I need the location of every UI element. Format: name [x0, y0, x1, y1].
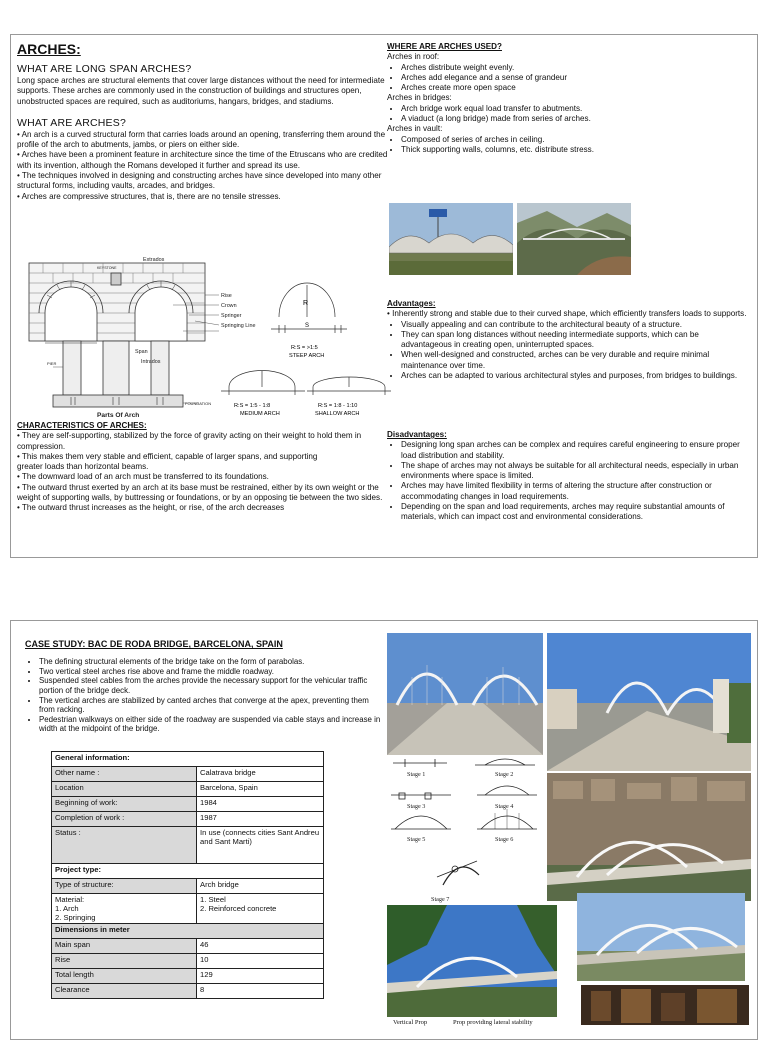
stage-label: Stage 1: [407, 771, 426, 778]
cell-key: Location: [52, 782, 197, 797]
case-study-sheet: [10, 620, 758, 1040]
what-are-item: • An arch is a curved structural form that carries loads around an opening, transferring them around the profile of the arch to abutments, jambs, or piers on either side.: [17, 129, 386, 150]
what-are-arches-heading: WHAT ARE ARCHES?: [17, 116, 127, 129]
table-row: [52, 812, 324, 827]
bridge-deck-photo: [387, 633, 543, 755]
case-study-item: • Suspended steel cables from the arches provide the necessary support for the vehicular traffic portion of the bridge deck.: [39, 676, 383, 695]
general-info-table: [51, 751, 324, 999]
steep-r-label: R: [303, 300, 309, 307]
advantages-item: • Arches can be adapted to various architectural styles and purposes, from bridges to buildings.: [401, 371, 751, 381]
cell-key: Main span: [52, 939, 197, 954]
table-row: [52, 954, 324, 969]
medium-arch-diagram: [221, 371, 305, 395]
material-value-cell: [197, 894, 324, 924]
advantages-block: [387, 299, 751, 381]
table-row: [52, 894, 324, 924]
material-sub: 2. Springing: [55, 913, 96, 922]
characteristics-heading: CHARACTERISTICS OF ARCHES:: [17, 421, 147, 430]
arches-sheet: [10, 34, 758, 558]
what-are-item: • Arches have been a prominent feature in architecture since the time of the Etruscans who are credited with its invention, although the Romans developed it further and spread its use.: [17, 150, 388, 170]
table-row: [52, 767, 324, 782]
section-dimensions: Dimensions in meter: [52, 924, 324, 939]
roof-label: Arches in roof:: [387, 52, 440, 62]
label-rise: Rise: [221, 293, 232, 299]
stage-label: Stage 6: [495, 836, 514, 843]
cell-value: Arch bridge: [197, 879, 324, 894]
where-used-heading: WHERE ARE ARCHES USED?: [387, 42, 502, 51]
cell-key: Beginning of work:: [52, 797, 197, 812]
label-springing-line: Springing Line: [221, 323, 256, 329]
bridge-side-photo: [577, 893, 745, 981]
cell-value: 8: [197, 984, 324, 999]
disadvantages-item: • Depending on the span and load requirements, arches may require substantial amounts of materials, which can impact cost and environmental considerations.: [401, 502, 753, 523]
cell-key: Status :: [52, 827, 197, 864]
what-are-item: • The techniques involved in designing and constructing arches have since developed into many other structural forms, including vaults, arcades, and bridges.: [17, 171, 382, 191]
table-row: [52, 797, 324, 812]
cell-value: 46: [197, 939, 324, 954]
table-row: [52, 827, 324, 864]
characteristics-item: • The outward thrust increases as the height, or rise, of the arch decreases: [17, 503, 285, 513]
bridges-item: • Arch bridge work equal load transfer to abutments.: [401, 104, 637, 114]
viaduct-photo: [517, 203, 631, 275]
medium-ratio: R:S = 1:5 - 1:8: [234, 403, 271, 409]
material-sub: 1. Arch: [55, 904, 79, 913]
cell-key: Type of structure:: [52, 879, 197, 894]
steep-ratio: R:S = >1:5: [291, 345, 318, 351]
shallow-name: SHALLOW ARCH: [315, 411, 360, 417]
section-project: Project type:: [52, 864, 324, 879]
cell-value: Calatrava bridge: [197, 767, 324, 782]
cell-value: 1984: [197, 797, 324, 812]
label-parts-of-arch: Parts Of Arch: [97, 412, 140, 419]
disadvantages-heading: Disadvantages:: [387, 430, 447, 439]
cell-value: 1987: [197, 812, 324, 827]
disadvantages-item: • Arches may have limited flexibility in terms of altering the structure after construction or accommodating changes in load requirements.: [401, 481, 753, 502]
shallow-ratio: R:S = 1:8 - 1:10: [318, 403, 358, 409]
caption-vertical-prop: Vertical Prop: [393, 1019, 428, 1026]
stage-label: Stage 5: [407, 836, 426, 843]
steep-s-label: S: [305, 323, 310, 329]
long-span-text: Long space arches are structural elements that cover large distances without the need for intermediate supports. These arches are commonly used in the construction of buildings and structures open, unobstructed spaces are required, such as auditoriums, hangars, bridges, and stadiums.: [17, 76, 385, 106]
cell-value: In use (connects cities Sant Andreu and Sant Marti): [197, 827, 324, 864]
table-row: [52, 969, 324, 984]
cell-key: Completion of work :: [52, 812, 197, 827]
characteristics-block: [17, 421, 391, 514]
case-study-text: [25, 639, 383, 734]
case-study-item: • Pedestrian walkways on either side of the roadway are suspended via cable stays and increase in width at the midpoint of the bridge.: [39, 715, 383, 734]
bridge-underside-photo: [387, 905, 557, 1017]
label-pier: PIER: [47, 361, 57, 366]
case-study-item: • The defining structural elements of the bridge take on the form of parabolas.: [39, 657, 383, 667]
cell-value: 10: [197, 954, 324, 969]
roof-arch-photo: [389, 203, 513, 275]
medium-name: MEDIUM ARCH: [240, 411, 280, 417]
bridge-night-photo: [581, 985, 749, 1025]
label-intrados: Intrados: [141, 359, 161, 365]
characteristics-item: • They are self-supporting, stabilized by the force of gravity acting on their weight to hold them in compression.: [17, 431, 362, 451]
long-span-heading: WHAT ARE LONG SPAN ARCHES?: [17, 63, 192, 75]
stage-label: Stage 7: [431, 896, 450, 903]
case-study-item: • The vertical arches are stabilized by canted arches that converge at the apex, preventing them from racking.: [39, 696, 383, 715]
bridges-label: Arches in bridges:: [387, 93, 452, 103]
stage-label: Stage 4: [495, 803, 514, 810]
advantages-item: • When well-designed and constructed, arches can be very durable and require minimal maintenance over time.: [401, 350, 751, 371]
label-crown: Crown: [221, 303, 237, 309]
section-general: General information:: [52, 752, 324, 767]
steep-name: STEEP ARCH: [289, 353, 325, 359]
label-extrados: Extrados: [143, 257, 165, 263]
construction-stages-diagram: [385, 757, 549, 905]
characteristics-item: • The outward thrust exerted by an arch at its base must be restrained, either by its own weight or the weight of supporting walls, by buttressing or foundations, or by an opposing tie between the two sides.: [17, 482, 383, 503]
stage-label: Stage 3: [407, 803, 426, 810]
advantages-first-item: • Inherently strong and stable due to their curved shape, which efficiently transfers loads to supports.: [387, 309, 747, 319]
what-are-item: • Arches are compressive structures, that is, there are no tensile stresses.: [17, 191, 281, 201]
cell-key: Clearance: [52, 984, 197, 999]
disadvantages-block: [387, 430, 753, 523]
cell-key: Other name :: [52, 767, 197, 782]
cell-value: Barcelona, Spain: [197, 782, 324, 797]
case-study-item: • Two vertical steel arches rise above and frame the middle roadway.: [39, 667, 383, 677]
bridge-aerial-photo: [547, 773, 751, 901]
stage-label: Stage 2: [495, 771, 514, 778]
table-row: [52, 879, 324, 894]
label-springer: Springer: [221, 313, 242, 319]
table-row: [52, 939, 324, 954]
characteristics-item: • This makes them very stable and efficient, capable of larger spans, and supporting: [17, 451, 318, 461]
vault-item: • Thick supporting walls, columns, etc. distribute stress.: [401, 145, 637, 155]
caption-lateral-prop: Prop providing lateral stability: [453, 1019, 533, 1026]
material-cell: [52, 894, 197, 924]
table-row: [52, 782, 324, 797]
cell-key: Total length: [52, 969, 197, 984]
cell-value: 129: [197, 969, 324, 984]
label-keystone: KEYSTONE: [97, 266, 117, 270]
material-label: Material:: [55, 895, 85, 904]
roof-item: • Arches add elegance and a sense of grandeur: [401, 73, 637, 83]
shallow-arch-diagram: [307, 377, 391, 395]
cell-key: Rise: [52, 954, 197, 969]
page-title: ARCHES:: [17, 41, 81, 57]
characteristics-item: • The downward load of an arch must be transferred to its foundations.: [17, 472, 269, 482]
label-span: Span: [135, 349, 148, 355]
disadvantages-item: • The shape of arches may not always be suitable for all architectural needs, especially in urban environments where space is limited.: [401, 461, 753, 482]
advantages-heading: Advantages:: [387, 299, 436, 308]
disadvantages-item: • Designing long span arches can be complex and requires careful engineering to ensure proper load distribution and stability.: [401, 440, 753, 461]
case-study-title: CASE STUDY: BAC DE RODA BRIDGE, BARCELONA, SPAIN: [25, 639, 283, 649]
roof-item: • Arches distribute weight evenly.: [401, 63, 637, 73]
parts-of-arch-diagram: [23, 257, 393, 419]
advantages-item: • They can span long distances without needing intermediate supports, which can be advantageous in creating open, uninterrupted spaces.: [401, 330, 751, 351]
table-row: [52, 984, 324, 999]
left-column: [17, 41, 389, 202]
material-value: 1. Steel: [200, 895, 226, 904]
bridge-walkway-photo: [547, 633, 751, 771]
roof-item: • Arches create more open space: [401, 83, 637, 93]
where-used-block: [387, 42, 637, 155]
material-value: 2. Reinforced concrete: [200, 904, 277, 913]
bridges-item: • A viaduct (a long bridge) made from series of arches.: [401, 114, 637, 124]
vault-label: Arches in vault:: [387, 124, 443, 134]
advantages-item: • Visually appealing and can contribute to the architectural beauty of a structure.: [401, 320, 751, 330]
label-foundation: FOUNDATION: [185, 401, 212, 406]
characteristics-item: greater loads than horizontal beams.: [17, 462, 149, 472]
vault-item: • Composed of series of arches in ceiling.: [401, 135, 637, 145]
